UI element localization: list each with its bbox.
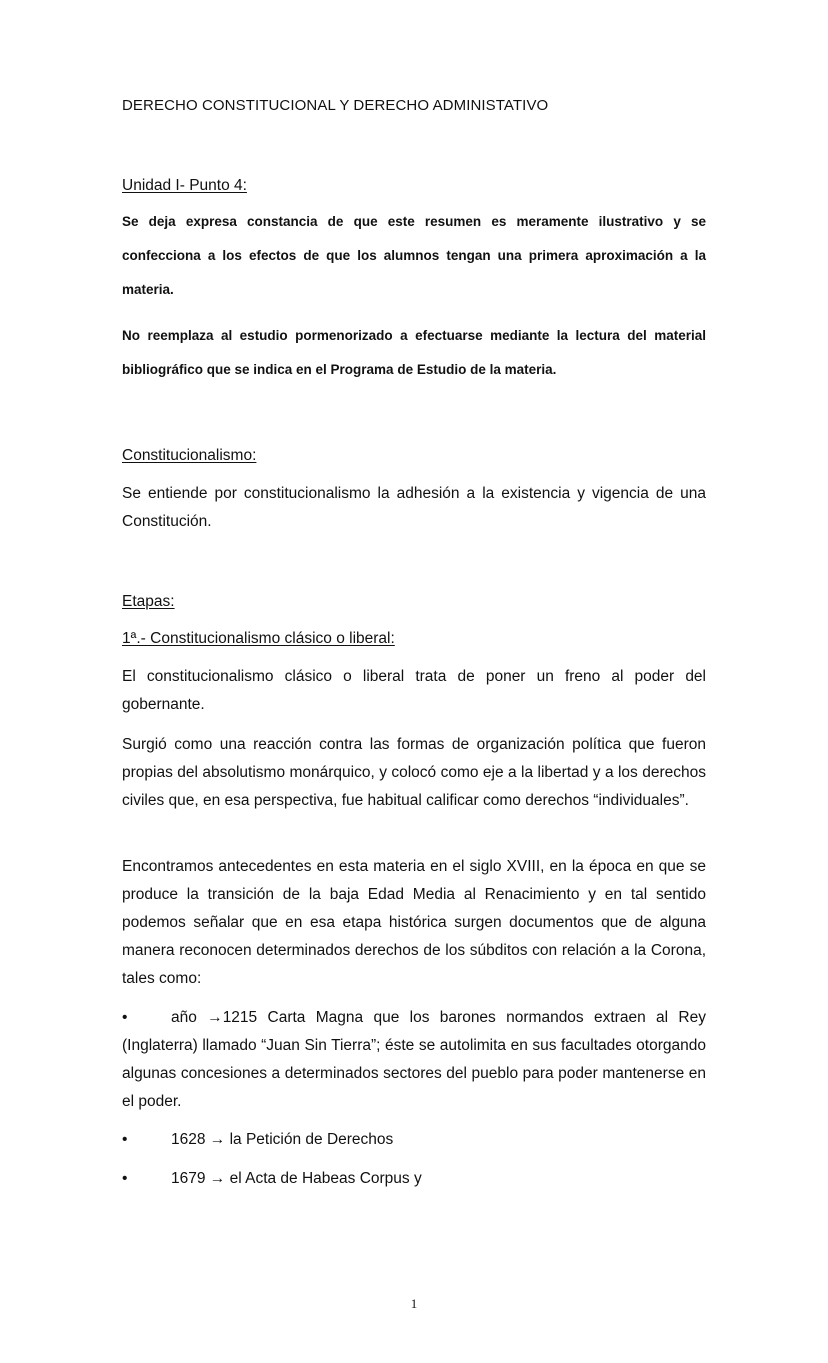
- disclaimer-paragraph-2: No reemplaza al estudio pormenorizado a efectuarse mediante la lectura del material bibliográfico que se indica en el Programa de Estudio de la materia.: [122, 328, 706, 377]
- bullet-dot: •: [122, 1009, 128, 1026]
- bullet-item-1: [122, 1004, 706, 1116]
- unit-heading: Unidad I- Punto 4:: [122, 177, 247, 194]
- bullet-item-2-text: 1628 → la Petición de Derechos: [171, 1131, 394, 1148]
- bullet-dot: •: [122, 1131, 128, 1148]
- page-number: 1: [410, 1296, 418, 1311]
- disclaimer-paragraph-1: Se deja expresa constancia de que este resumen es meramente ilustrativo y se confecciona a los efectos de que los alumnos tengan una primera aproximación a la materia.: [122, 214, 706, 297]
- constitucionalismo-heading: Constitucionalismo:: [122, 447, 257, 464]
- paragraph-1: El constitucionalismo clásico o liberal trata de poner un freno al poder del gobernante.: [122, 668, 706, 713]
- stage-1-heading: 1ª.- Constitucionalismo clásico o liberal:: [122, 630, 395, 647]
- constitucionalismo-definition: Se entiende por constitucionalismo la adhesión a la existencia y vigencia de una Constitución.: [122, 485, 706, 530]
- paragraph-2: Surgió como una reacción contra las formas de organización política que fueron propias del absolutismo monárquico, y colocó como eje a la libertad y a los derechos civiles que, en esa perspectiva, fue habitual calificar como derechos “individuales”.: [122, 736, 706, 809]
- bullet-item-1-text: año →1215 Carta Magna que los barones normandos extraen al Rey (Inglaterra) llamado “Juan Sin Tierra”; éste se autolimita en sus facultades otorgando algunas concesiones a determinados sectores del pueblo para poder mantenerse en el poder.: [122, 1009, 706, 1110]
- etapas-heading: Etapas:: [122, 593, 175, 610]
- document-title: DERECHO CONSTITUCIONAL Y DERECHO ADMINISTATIVO: [122, 97, 549, 114]
- bullet-dot: •: [122, 1170, 128, 1187]
- bullet-item-3-text: 1679 → el Acta de Habeas Corpus y: [171, 1170, 422, 1187]
- paragraph-3: Encontramos antecedentes en esta materia en el siglo XVIII, en la época en que se produce la transición de la baja Edad Media al Renacimiento y en tal sentido podemos señalar que en esa etapa histórica surgen documentos que de alguna manera reconocen determinados derechos de los súbditos con relación a la Corona, tales como:: [122, 858, 706, 987]
